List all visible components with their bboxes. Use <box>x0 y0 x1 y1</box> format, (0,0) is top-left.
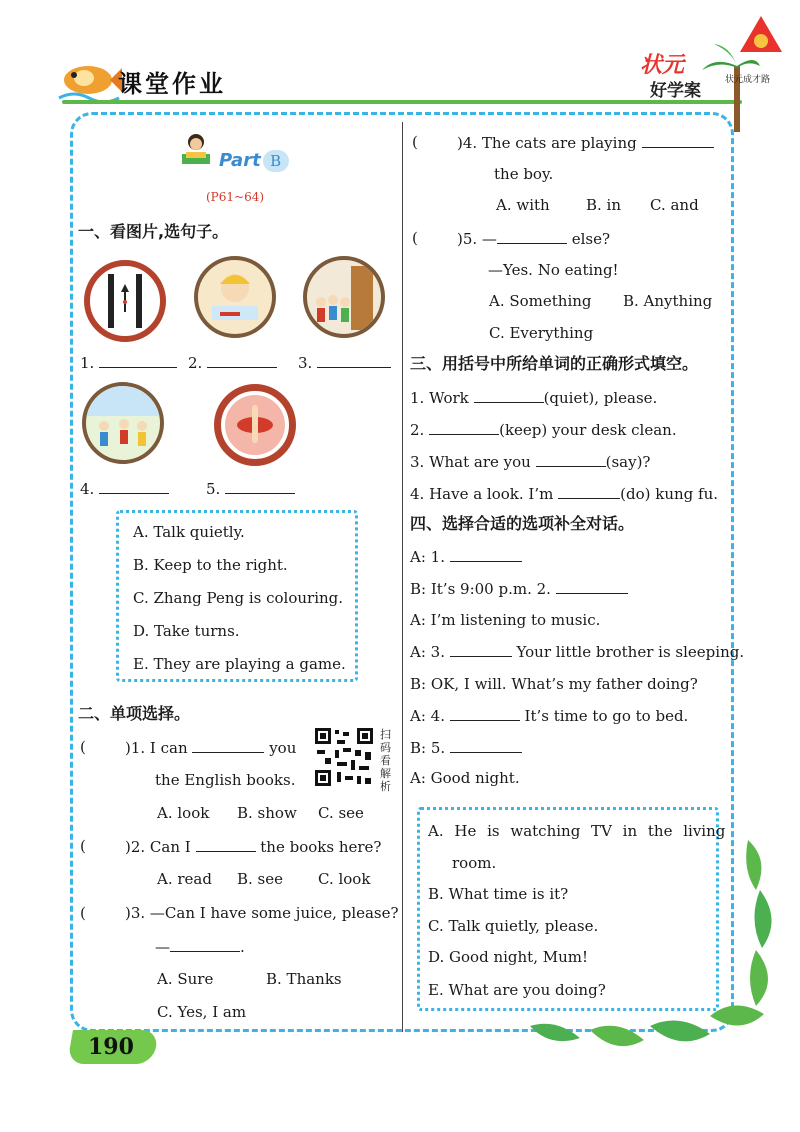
q3-dash: — <box>155 938 170 956</box>
qr-caption: 扫码看解析 <box>380 728 391 793</box>
dialog-line-4 <box>410 641 744 662</box>
q4-line2: the boy. <box>494 165 554 183</box>
s3-blank-2[interactable] <box>429 419 499 435</box>
s4-option-b: B. What time is it? <box>428 885 569 903</box>
q3-line2 <box>155 936 245 957</box>
q2-after: the books here? <box>260 838 382 856</box>
q5-opt-a: A. Something <box>489 292 592 310</box>
dialog-line-8: A: Good night. <box>410 769 520 787</box>
part-label: Part <box>219 150 261 171</box>
answer-blank-3[interactable] <box>317 352 391 368</box>
section4-heading: 四、选择合适的选项补全对话。 <box>410 514 635 533</box>
s4-option-a: A. He is watching TV in the living <box>428 822 726 840</box>
dialog-line-1 <box>410 546 522 567</box>
dialog-4-after: Your little brother is sleeping. <box>516 643 745 661</box>
section3-heading: 三、用括号中所给单词的正确形式填空。 <box>410 354 699 373</box>
pic-label-1 <box>80 352 177 373</box>
s3-blank-3[interactable] <box>536 451 606 467</box>
s3-item-3 <box>410 451 650 472</box>
q1-stem <box>125 737 296 758</box>
item-num-4: 4. <box>80 480 95 498</box>
q4-blank[interactable] <box>642 132 714 148</box>
brand-logo-icon <box>738 14 784 54</box>
column-divider <box>402 122 403 1032</box>
pic-label-4 <box>80 478 169 499</box>
q5-opt-c: C. Everything <box>489 324 594 342</box>
q4-paren: ( <box>412 133 418 151</box>
boy-colouring-icon <box>198 260 272 334</box>
option-e: E. They are playing a game. <box>133 655 346 673</box>
section2-heading: 二、单项选择。 <box>78 704 191 723</box>
s3-item-3-post: (say)? <box>605 453 651 471</box>
q3-opt-b: B. Thanks <box>266 970 342 988</box>
q1-after: you <box>269 739 297 757</box>
option-a: A. Talk quietly. <box>133 523 245 541</box>
keep-right-sign-icon <box>90 266 160 336</box>
children-queue-icon <box>307 260 381 334</box>
s4-option-a-cont: room. <box>452 854 497 872</box>
s3-item-2-post: (keep) your desk clean. <box>499 421 677 439</box>
header-rule <box>62 100 742 104</box>
q1-opt-c: C. see <box>318 804 364 822</box>
reading-boy-icon <box>176 132 216 168</box>
quiet-sign-icon <box>221 391 289 459</box>
s3-blank-1[interactable] <box>474 387 544 403</box>
dialog-blank-1[interactable] <box>450 546 522 562</box>
leaves-decoration-icon <box>520 830 780 1070</box>
q5-after: else? <box>571 230 611 248</box>
answer-blank-2[interactable] <box>207 352 277 368</box>
page-range: (P61~64) <box>206 190 265 204</box>
q5-blank[interactable] <box>497 228 567 244</box>
dialog-blank-4[interactable] <box>450 705 520 721</box>
part-letter: B <box>263 150 289 172</box>
q3-period: . <box>240 938 245 956</box>
q2-opt-c: C. look <box>318 870 371 888</box>
q5-text: )5. — <box>457 230 497 248</box>
q1-blank[interactable] <box>192 737 264 753</box>
section1-heading: 一、看图片,选句子。 <box>78 222 229 241</box>
q3-opt-c: C. Yes, I am <box>157 1003 247 1021</box>
q4-text: )4. The cats are playing <box>457 134 637 152</box>
pic-label-2 <box>188 352 277 373</box>
s3-item-1 <box>410 387 657 408</box>
q3-paren: ( <box>80 904 86 922</box>
q4-stem <box>457 132 714 153</box>
answer-blank-4[interactable] <box>99 478 169 494</box>
q5-stem <box>457 228 610 249</box>
answer-blank-5[interactable] <box>225 478 295 494</box>
q1-opt-b: B. show <box>237 804 297 822</box>
q2-opt-a: A. read <box>157 870 212 888</box>
q2-opt-b: B. see <box>237 870 284 888</box>
item-num-5: 5. <box>206 480 221 498</box>
s3-item-3-pre: 3. What are you <box>410 453 531 471</box>
q1-paren: ( <box>80 738 86 756</box>
kids-playing-icon <box>86 386 160 460</box>
pic-label-3 <box>298 352 391 373</box>
item-num-3: 3. <box>298 354 313 372</box>
dialog-blank-5[interactable] <box>450 737 522 753</box>
page-number: 190 <box>88 1034 134 1060</box>
q2-paren: ( <box>80 837 86 855</box>
option-d: D. Take turns. <box>133 622 240 640</box>
s3-item-4 <box>410 483 718 504</box>
dialog-line-6 <box>410 705 688 726</box>
page-title: 课堂作业 <box>118 70 226 98</box>
picture-1-keep-right <box>84 260 166 342</box>
dialog-line-3: A: I’m listening to music. <box>410 611 601 629</box>
brand-tagline: 状元成才路 <box>725 75 771 85</box>
s3-item-4-pre: 4. Have a look. I’m <box>410 485 554 503</box>
item-num-2: 2. <box>188 354 203 372</box>
s3-item-2 <box>410 419 677 440</box>
picture-2-colouring <box>194 256 276 338</box>
picture-3-take-turns <box>303 256 385 338</box>
part-title <box>219 150 289 172</box>
answer-blank-1[interactable] <box>99 352 177 368</box>
q2-blank[interactable] <box>196 836 256 852</box>
dialog-4-text: A: 3. <box>410 643 445 661</box>
option-c: C. Zhang Peng is colouring. <box>133 589 344 607</box>
q1-line2: the English books. <box>155 771 296 789</box>
dialog-2-text: B: It’s 9:00 p.m. 2. <box>410 580 551 598</box>
q4-opt-b: B. in <box>586 196 622 214</box>
q2-text: )2. Can I <box>125 838 191 856</box>
dialog-6-after: It’s time to go to bed. <box>524 707 689 725</box>
q2-stem <box>125 836 381 857</box>
s3-item-4-post: (do) kung fu. <box>620 485 718 503</box>
pic-label-5 <box>206 478 295 499</box>
dialog-line-5: B: OK, I will. What’s my father doing? <box>410 675 698 693</box>
q3-blank[interactable] <box>170 936 240 952</box>
s3-item-2-pre: 2. <box>410 421 425 439</box>
q3-stem: )3. —Can I have some juice, please? <box>125 904 399 922</box>
brand-name: 状元 <box>640 53 685 78</box>
q1-text: )1. I can <box>125 739 188 757</box>
dialog-blank-2[interactable] <box>556 578 628 594</box>
q3-opt-a: A. Sure <box>157 970 214 988</box>
q1-opt-a: A. look <box>157 804 210 822</box>
picture-4-playing-game <box>82 382 164 464</box>
option-b: B. Keep to the right. <box>133 556 288 574</box>
s4-option-c: C. Talk quietly, please. <box>428 917 599 935</box>
picture-5-talk-quietly <box>214 384 296 466</box>
q5-opt-b: B. Anything <box>623 292 713 310</box>
q5-paren: ( <box>412 229 418 247</box>
s4-option-e: E. What are you doing? <box>428 981 606 999</box>
brand-subtitle: 好学案 <box>650 81 701 101</box>
dialog-6-text: A: 4. <box>410 707 445 725</box>
s4-option-d: D. Good night, Mum! <box>428 948 588 966</box>
item-num-1: 1. <box>80 354 95 372</box>
q4-opt-a: A. with <box>496 196 550 214</box>
dialog-line-2 <box>410 578 628 599</box>
s3-item-1-pre: 1. Work <box>410 389 469 407</box>
dialog-7-text: B: 5. <box>410 739 446 757</box>
qr-code-icon[interactable] <box>313 726 375 788</box>
q4-opt-c: C. and <box>650 196 699 214</box>
dialog-blank-3[interactable] <box>450 641 512 657</box>
q5-line2: —Yes. No eating! <box>488 261 619 279</box>
s3-blank-4[interactable] <box>558 483 620 499</box>
dialog-1-text: A: 1. <box>410 548 445 566</box>
s3-item-1-post: (quiet), please. <box>543 389 658 407</box>
dialog-line-7 <box>410 737 522 758</box>
